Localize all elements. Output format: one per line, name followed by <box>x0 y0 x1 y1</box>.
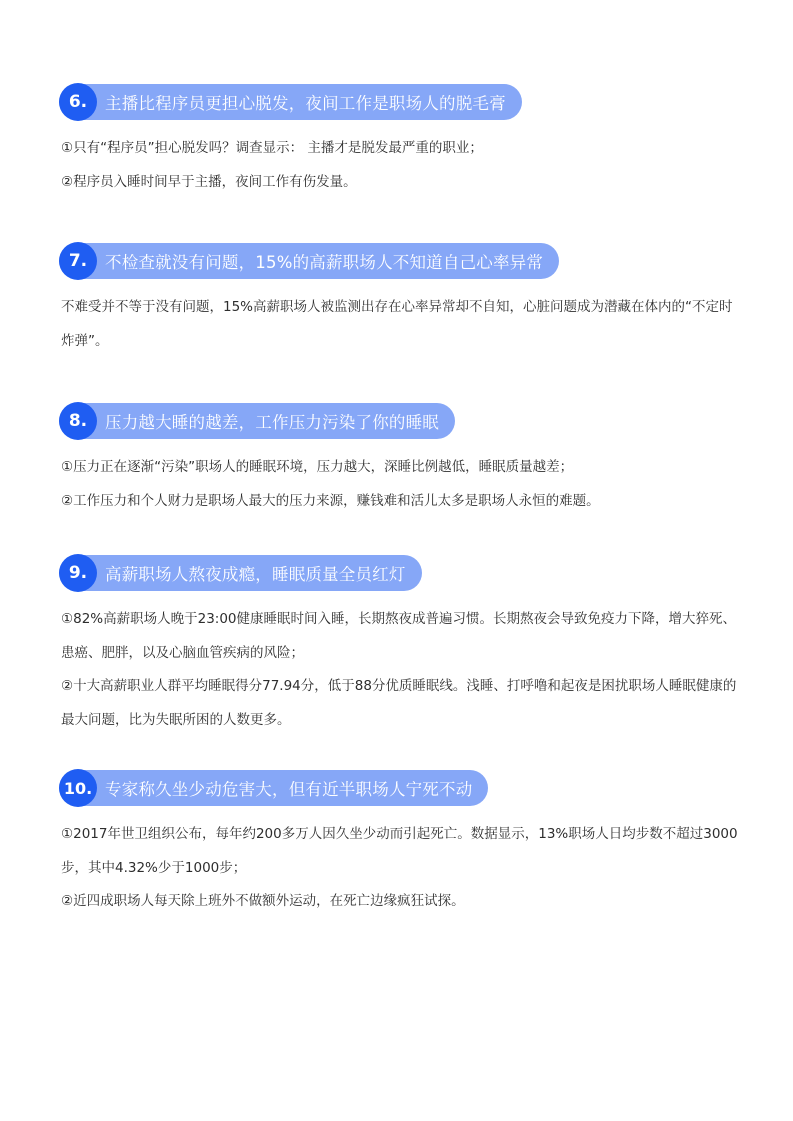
paragraph: ②工作压力和个人财力是职场人最大的压力来源，赚钱难和活儿太多是职场人永恒的难题。 <box>61 492 600 509</box>
section-heading <box>59 403 455 439</box>
section-10 <box>59 770 739 919</box>
section-6 <box>59 84 739 199</box>
paragraph: ①压力正在逐渐“污染”职场人的睡眠环境，压力越大，深睡比例越低，睡眠质量越差； <box>61 459 574 475</box>
section-heading <box>59 84 522 120</box>
section-title: 高薪职场人熬夜成瘾，睡眠质量全员红灯 <box>105 565 406 584</box>
section-body <box>59 291 739 358</box>
section-title: 专家称久坐少动危害大，但有近半职场人宁死不动 <box>105 780 473 799</box>
section-number-badge: 7. <box>59 242 97 280</box>
section-heading <box>59 243 559 279</box>
paragraph: ①2017年世卫组织公布，每年约200多万人因久坐少动而引起死亡。数据显示，13%职场人日均步数不超过3000步，其中4.32%少于1000步； <box>61 826 738 876</box>
paragraph: ①只有“程序员”担心脱发吗？调查显示： 主播才是脱发最严重的职业； <box>61 140 483 156</box>
section-9 <box>59 555 739 737</box>
section-body <box>59 603 739 737</box>
section-heading <box>59 555 422 591</box>
section-body <box>59 132 739 199</box>
section-body <box>59 818 739 919</box>
section-8 <box>59 403 739 518</box>
section-number-badge: 9. <box>59 554 97 592</box>
section-body <box>59 451 739 518</box>
section-title: 压力越大睡的越差，工作压力污染了你的睡眠 <box>105 413 439 432</box>
section-title: 不检查就没有问题，15%的高薪职场人不知道自己心率异常 <box>105 253 544 272</box>
paragraph: ①82%高薪职场人晚于23:00健康睡眠时间入睡，长期熬夜成普遍习惯。长期熬夜会导致免疫力下降，增大猝死、患癌、肥胖，以及心脑血管疾病的风险； <box>61 611 737 661</box>
section-number-badge: 8. <box>59 402 97 440</box>
paragraph: 不难受并不等于没有问题，15%高薪职场人被监测出存在心率异常却不自知，心脏问题成为潜藏在体内的“不定时炸弹”。 <box>61 299 733 349</box>
section-number-badge: 6. <box>59 83 97 121</box>
section-heading <box>59 770 488 806</box>
section-title: 主播比程序员更担心脱发，夜间工作是职场人的脱毛膏 <box>105 94 506 113</box>
section-7 <box>59 243 739 358</box>
paragraph: ②十大高薪职业人群平均睡眠得分77.94分，低于88分优质睡眠线。浅睡、打呼噜和起夜是困扰职场人睡眠健康的最大问题，比为失眠所困的人数更多。 <box>61 678 737 728</box>
paragraph: ②近四成职场人每天除上班外不做额外运动，在死亡边缘疯狂试探。 <box>61 893 465 909</box>
section-number-badge: 10. <box>59 769 97 807</box>
paragraph: ②程序员入睡时间早于主播，夜间工作有伤发量。 <box>61 173 357 190</box>
